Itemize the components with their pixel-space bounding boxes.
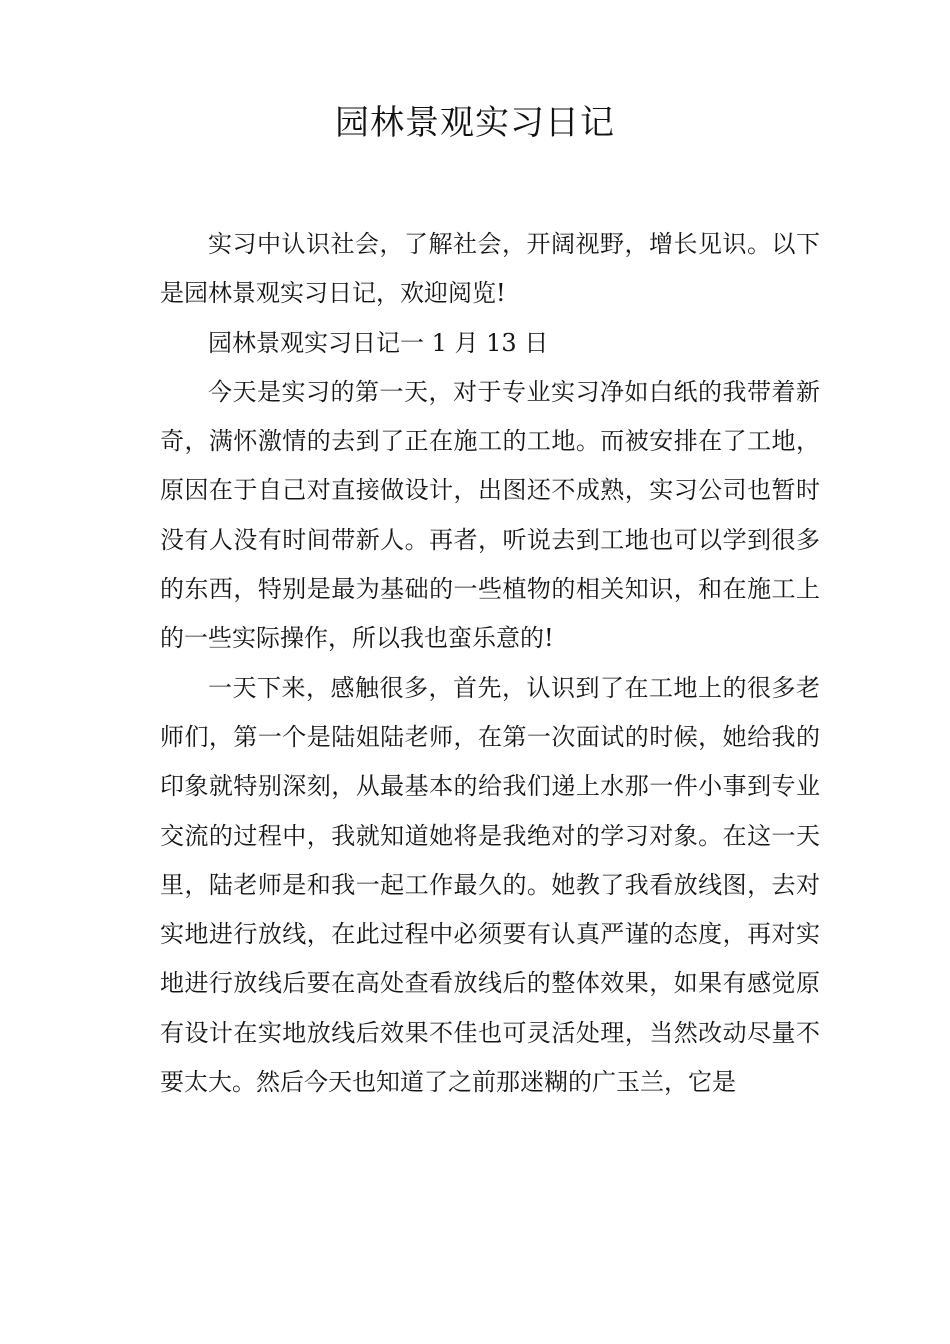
paragraph-first-day: 今天是实习的第一天，对于专业实习净如白纸的我带着新奇，满怀激情的去到了正在施工的工地。而被安排在了工地，原因在于自己对直接做设计，出图还不成熟，实习公司也暂时没有人没有时间带新人。再者，听说去到工地也可以学到很多的东西，特别是最为基础的一些植物的相关知识，和在施工上的一些实际操作，所以我也蛮乐意的!: [160, 377, 820, 653]
paragraph-intro: 实习中认识社会，了解社会，开阔视野，增长见识。以下是园林景观实习日记，欢迎阅览!: [160, 230, 820, 308]
paragraph-impressions: 一天下来，感触很多，首先，认识到了在工地上的很多老师们，第一个是陆姐陆老师，在第一次面试的时候，她给我的印象就特别深刻，从最基本的给我们递上水那一件小事到专业交流的过程中，我就知道她将是我绝对的学习对象。在这一天里，陆老师是和我一起工作最久的。她教了我看放线图，去对实地进行放线，在此过程中必须要有认真严谨的态度，再对实地进行放线后要在高处查看放线后的整体效果，如果有感觉原有设计在实地放线后效果不佳也可灵活处理，当然改动尽量不要太大。然后今天也知道了之前那迷糊的广玉兰，它是: [160, 673, 820, 1097]
document-body: [160, 220, 820, 1107]
paragraph-entry-heading: 园林景观实习日记一 1 月 13 日: [208, 328, 549, 357]
document-title: 园林景观实习日记: [335, 103, 615, 143]
